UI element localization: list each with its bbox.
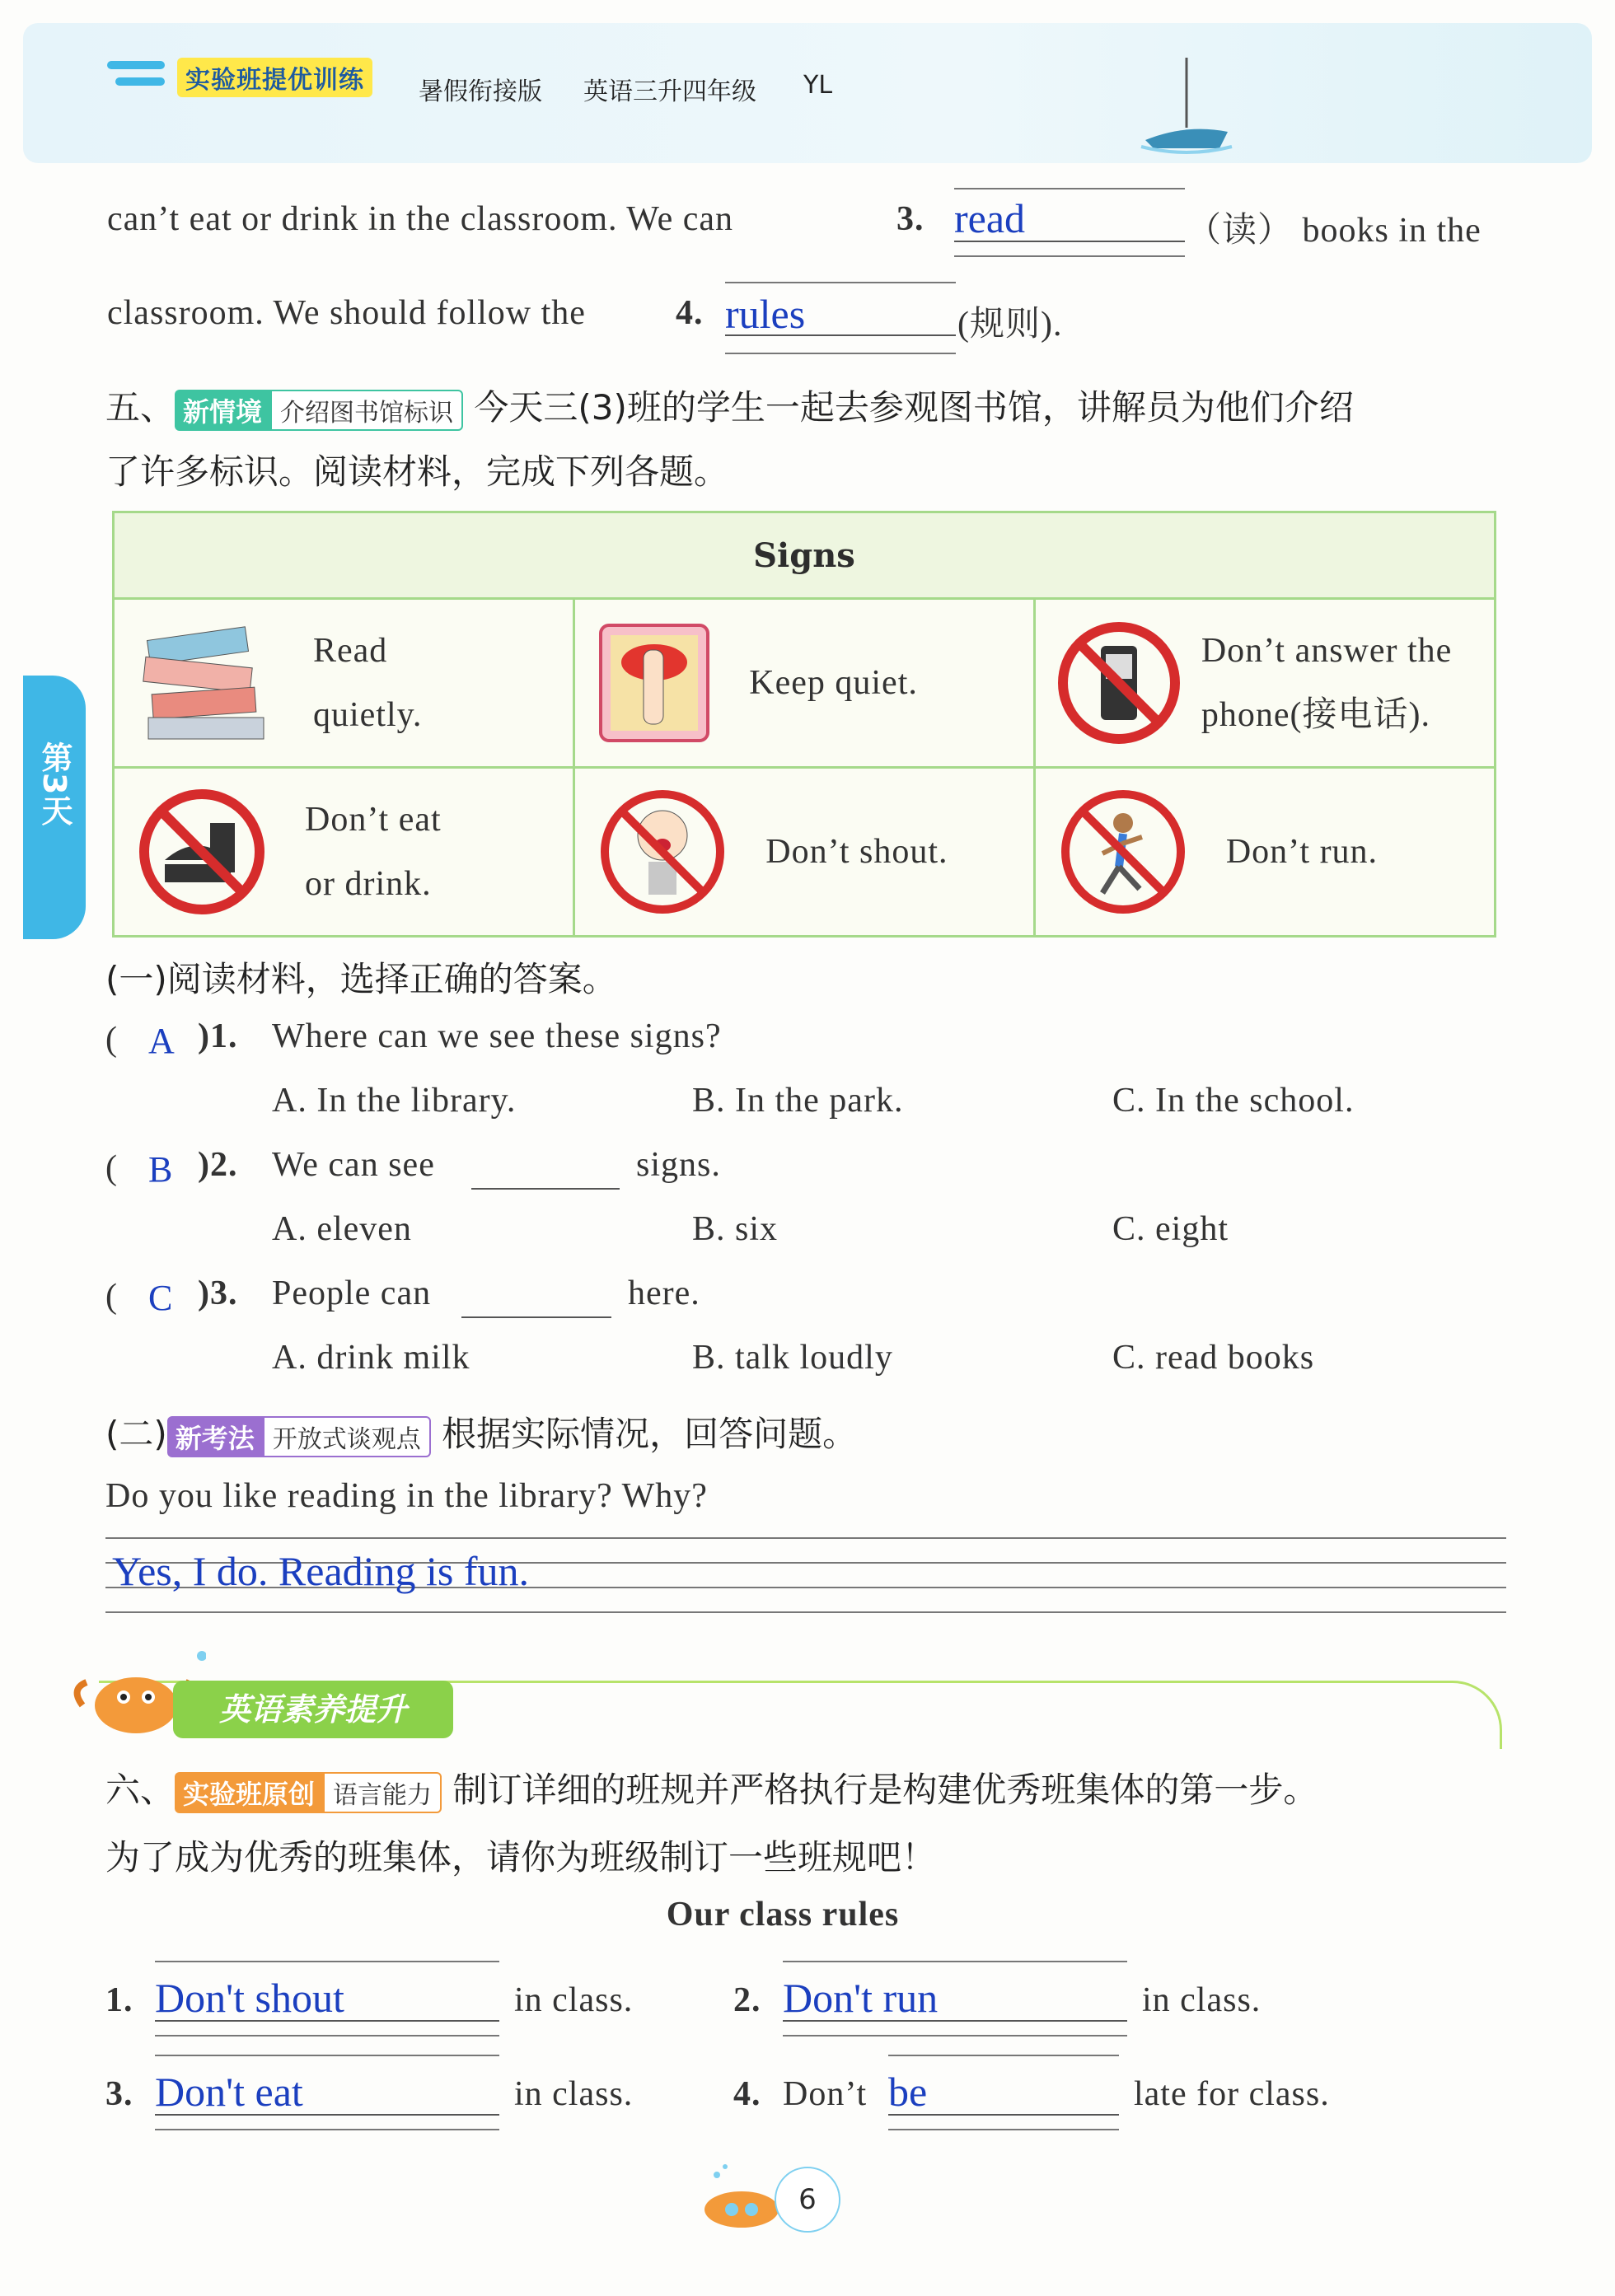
sign-3-line-2: phone(接电话).: [1201, 696, 1430, 734]
question-3-option-c[interactable]: C. read books: [1112, 1339, 1315, 1377]
rule-4-answer: be: [888, 2069, 928, 2115]
rule-3-tail: in class.: [514, 2075, 634, 2113]
section-banner-title: 英语素养提升: [173, 1681, 453, 1738]
rule-1-field[interactable]: [155, 1974, 499, 2022]
sign-6-line-1: Don’t run.: [1225, 833, 1379, 871]
section-6-tag-topic: 语言能力: [323, 1772, 442, 1813]
blank-4-hint: (规则).: [957, 306, 1063, 344]
sign-2-line-1: Keep quiet.: [749, 664, 918, 702]
passage-line-1: can’t eat or drink in the classroom. We can: [107, 200, 733, 238]
sign-cell: [114, 768, 574, 937]
blank-guide-line: [954, 255, 1185, 257]
day-side-tab: [23, 676, 86, 939]
blank-guide-line: [155, 1961, 499, 1962]
code-label: YL: [803, 71, 833, 100]
books-icon: [132, 617, 280, 749]
question-1-option-c[interactable]: C. In the school.: [1112, 1082, 1355, 1120]
day-label: 第3天: [36, 741, 73, 826]
sign-3-line-1: Don’t answer the: [1201, 632, 1453, 670]
rule-4-prefix: Don’t: [783, 2075, 868, 2113]
blank-guide-line: [888, 2129, 1119, 2130]
section-6-tag: 实验班原创: [175, 1772, 323, 1813]
blank-guide-line: [155, 2055, 499, 2056]
series-logo: 实验班提优训练: [177, 58, 372, 97]
blank-guide-line: [725, 282, 956, 283]
edition-label: 暑假衔接版: [419, 77, 542, 106]
sign-cell: [574, 768, 1035, 937]
rule-2-number: 2.: [733, 1981, 761, 2019]
question-1-answer[interactable]: A: [148, 1021, 176, 1061]
finger-on-lips-icon: [592, 617, 716, 749]
rule-3-number: 3.: [105, 2075, 133, 2113]
blank-guide-line: [783, 1961, 1127, 1962]
rule-3-answer: Don't eat: [155, 2069, 303, 2115]
blank-4-field[interactable]: [725, 290, 956, 336]
part-1-title: (一)阅读材料，选择正确的答案。: [105, 959, 617, 999]
part-2-tag: 新考法: [167, 1416, 263, 1457]
page-number: 6: [775, 2167, 840, 2233]
question-3: (: [105, 1278, 118, 1316]
sign-1-line-1: Read: [313, 632, 388, 670]
blank-guide-line: [888, 2055, 1119, 2056]
blank-guide-line: [155, 2035, 499, 2036]
blank-3-number: 3.: [896, 200, 925, 238]
blank-3-answer: read: [954, 195, 1026, 241]
section-5-intro-2: 了许多标识。阅读材料，完成下列各题。: [105, 451, 729, 492]
section-6-intro-2: 为了成为优秀的班集体，请你为班级制订一些班规吧！: [105, 1837, 937, 1877]
sign-5-line-1: Don’t shout.: [765, 833, 948, 871]
part-2-answer[interactable]: Yes, I do. Reading is fun.: [112, 1548, 530, 1594]
part-2-tag-topic: 开放式谈观点: [263, 1416, 431, 1457]
rule-1-number: 1.: [105, 1981, 133, 2019]
signs-table: [112, 511, 1496, 938]
section-5-tag-topic: 介绍图书馆标识: [270, 390, 463, 431]
sign-1-line-2: quietly.: [313, 696, 423, 734]
section-5-number: 五、: [105, 387, 176, 428]
sign-cell: [574, 599, 1035, 768]
question-2-option-a[interactable]: A. eleven: [272, 1210, 412, 1248]
rule-2-answer: Don't run: [783, 1975, 939, 2021]
section-6-number: 六、: [105, 1770, 176, 1810]
blank-4-answer: rules: [725, 291, 806, 337]
blank-4-number: 4.: [676, 294, 704, 332]
sailboat-icon: [1137, 49, 1236, 157]
question-1-number: )1.: [198, 1017, 238, 1055]
question-3-option-b[interactable]: B. talk loudly: [692, 1339, 893, 1377]
question-2-text-b: signs.: [636, 1146, 721, 1184]
question-3-option-a[interactable]: A. drink milk: [272, 1339, 470, 1377]
no-shouting-icon: [592, 786, 733, 918]
question-3-text-a: People can: [272, 1274, 432, 1312]
blank-3-field[interactable]: [954, 194, 1185, 242]
blank-guide-line: [725, 353, 956, 354]
question-2-text-a: We can see: [272, 1146, 435, 1184]
question-3-number: )3.: [198, 1274, 238, 1312]
section-5-title: [105, 381, 1523, 431]
answer-line-bottom: [105, 1611, 1506, 1613]
blank-guide-line: [954, 188, 1185, 189]
section-6-title: [105, 1763, 1539, 1813]
question-2-number: )2.: [198, 1146, 238, 1184]
subject-label: 英语三升四年级: [583, 77, 756, 106]
section-5-tag: 新情境: [175, 390, 270, 431]
question-1-option-a[interactable]: A. In the library.: [272, 1082, 517, 1120]
rule-2-tail: in class.: [1142, 1981, 1262, 2019]
no-running-icon: [1053, 786, 1193, 918]
part-2-instruction: 根据实际情况，回答问题。: [442, 1414, 858, 1454]
blank-guide-line: [155, 2129, 499, 2130]
sign-cell: [1034, 599, 1495, 768]
sign-cell: [1034, 768, 1495, 937]
question-1: (: [105, 1021, 118, 1059]
question-1-text: Where can we see these signs?: [272, 1017, 722, 1055]
header-logo-icon: [107, 53, 173, 102]
passage-line-2: classroom. We should follow the: [107, 294, 586, 332]
class-rules-title: Our class rules: [666, 1896, 900, 1934]
question-2-option-c[interactable]: C. eight: [1112, 1210, 1229, 1248]
rule-3-field[interactable]: [155, 2068, 499, 2116]
rule-1-tail: in class.: [514, 1981, 634, 2019]
blank-3-hint: （读） books in the: [1187, 212, 1482, 250]
sign-4-line-2: or drink.: [305, 865, 432, 903]
answer-line-top: [105, 1537, 1506, 1539]
rule-4-tail: late for class.: [1134, 2075, 1330, 2113]
part-2-title: [105, 1407, 857, 1457]
rule-4-field[interactable]: [888, 2068, 1119, 2116]
signs-table-title: Signs: [114, 512, 1496, 599]
no-phone-icon: [1053, 617, 1185, 749]
rule-2-field[interactable]: [783, 1974, 1127, 2022]
rule-1-answer: Don't shout: [155, 1975, 344, 2021]
question-1-option-b[interactable]: B. In the park.: [692, 1082, 904, 1120]
sign-cell: [114, 599, 574, 768]
question-2-answer[interactable]: B: [148, 1149, 174, 1190]
part-2-prefix: (二): [105, 1414, 167, 1454]
blank-guide-line: [783, 2035, 1127, 2036]
part-2-question: Do you like reading in the library? Why?: [105, 1477, 708, 1515]
no-food-drink-icon: [132, 786, 272, 918]
section-6-intro-1: 制订详细的班规并严格执行是构建优秀班集体的第一步。: [452, 1770, 1318, 1810]
sign-4-line-1: Don’t eat: [305, 801, 442, 839]
question-3-text-b: here.: [628, 1274, 700, 1312]
question-2: (: [105, 1149, 118, 1187]
question-2-blank: [471, 1145, 620, 1190]
rule-4-number: 4.: [733, 2075, 761, 2113]
question-3-blank: [461, 1274, 611, 1318]
question-2-option-b[interactable]: B. six: [692, 1210, 779, 1248]
section-5-intro-1: 今天三(3)班的学生一起去参观图书馆，讲解员为他们介绍: [474, 387, 1354, 428]
question-3-answer[interactable]: C: [148, 1278, 174, 1318]
